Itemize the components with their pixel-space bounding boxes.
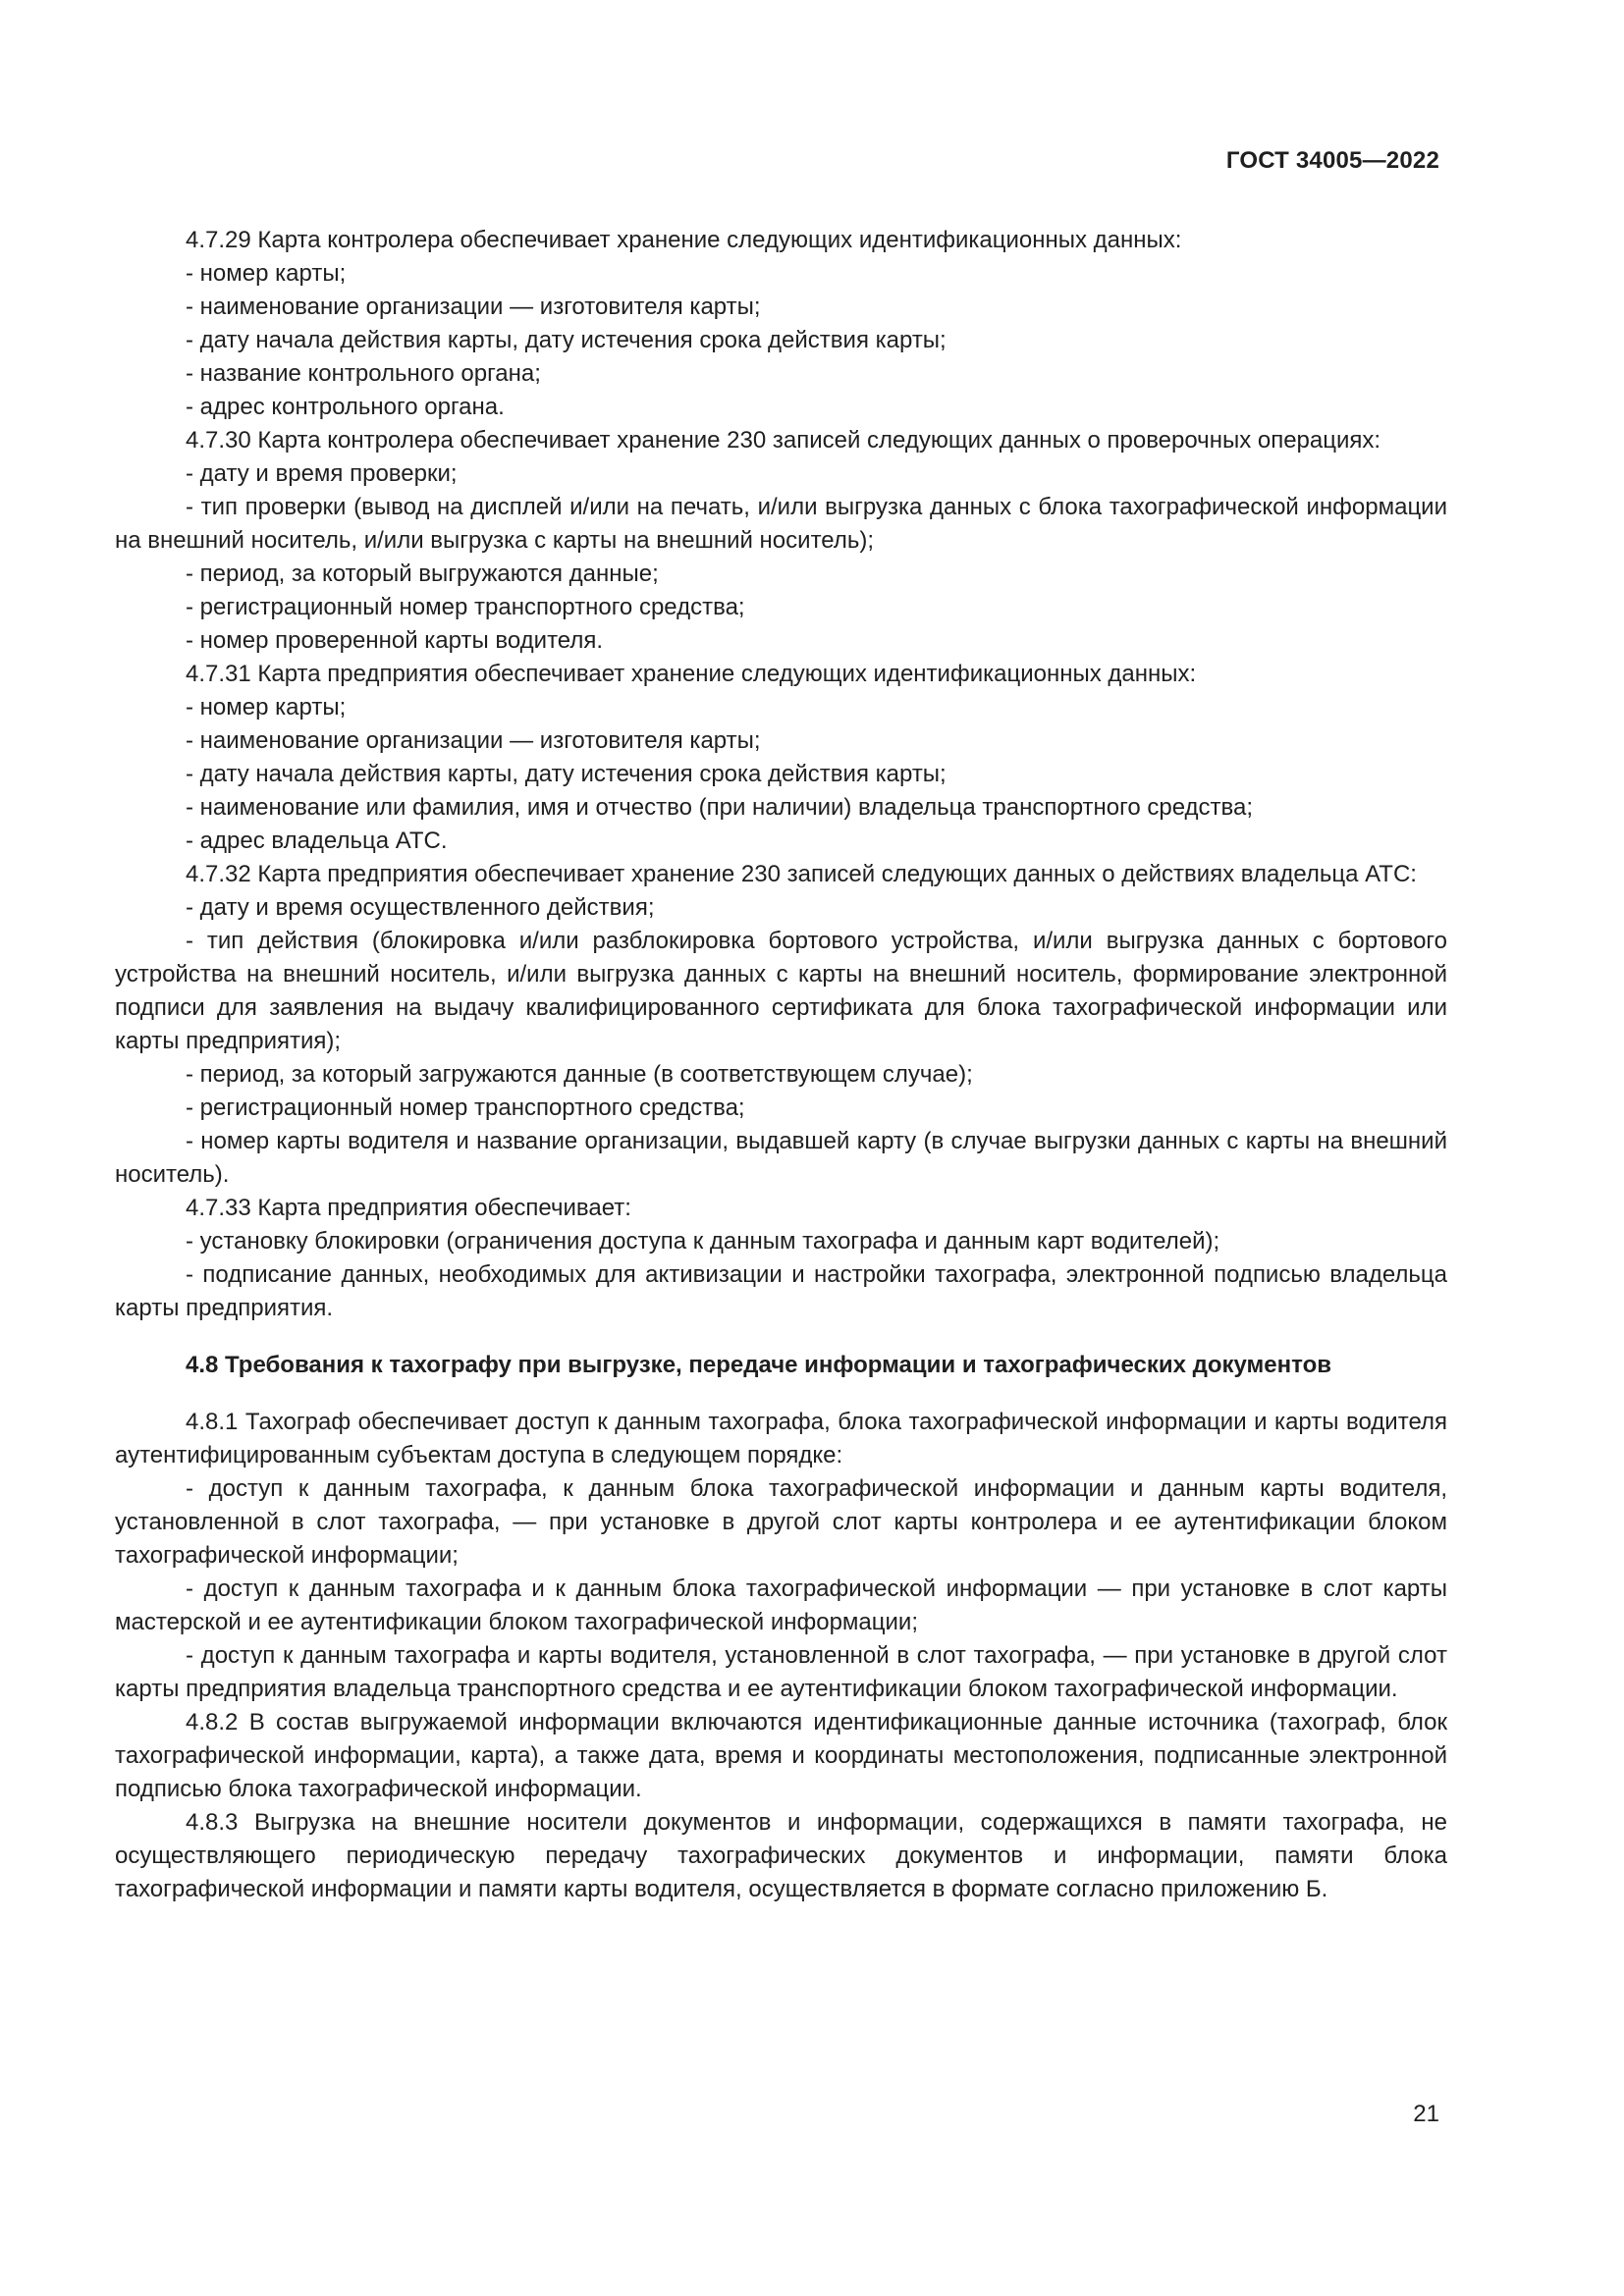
list-item: - название контрольного органа; [186,360,541,387]
list-item: - период, за который выгружаются данные; [186,561,659,587]
list-item: - адрес владельца АТС. [186,828,448,854]
list-item: - регистрационный номер транспортного средства; [186,594,745,620]
list-item: - регистрационный номер транспортного средства; [186,1095,745,1121]
list-item: - подписание данных, необходимых для активизации и настройки тахографа, электронной подписью владельца карты предприятия. [115,1261,1447,1321]
list-item: - тип проверки (вывод на дисплей и/или на печать, и/или выгрузка данных с блока тахографической информации на внешний носитель, и/или выгрузка с карты на внешний носитель); [115,494,1447,554]
document-header: ГОСТ 34005—2022 [1225,147,1439,174]
paragraph: 4.8.2 В состав выгружаемой информации включаются идентификационные данные источника (тахограф, блок тахографической информации, карта), а также дата, время и координаты местоположения, подписанные электронной подписью блока тахографической информации. [115,1709,1447,1802]
list-item: - номер проверенной карты водителя. [186,627,604,654]
list-item: - дату и время осуществленного действия; [186,894,655,921]
paragraph: 4.7.33 Карта предприятия обеспечивает: [186,1195,631,1221]
paragraph: 4.7.29 Карта контролера обеспечивает хранение следующих идентификационных данных: [186,227,1182,253]
list-item: - наименование или фамилия, имя и отчество (при наличии) владельца транспортного средства; [186,794,1254,821]
list-item: - номер карты водителя и название организации, выдавшей карту (в случае выгрузки данных с карты на внешний носитель). [115,1128,1447,1188]
list-item: - период, за который загружаются данные (в соответствующем случае); [186,1061,973,1088]
list-item: - дату начала действия карты, дату истечения срока действия карты; [186,327,947,353]
list-item: - дату и время проверки; [186,460,458,487]
page-number: 21 [1413,2101,1439,2127]
list-item: - установку блокировки (ограничения доступа к данным тахографа и данным карт водителей); [186,1228,1220,1255]
list-item: - наименование организации — изготовителя карты; [186,294,761,320]
list-item: - доступ к данным тахографа, к данным блока тахографической информации и данным карты водителя, установленной в слот тахографа, — при установке в другой слот карты контролера и ее аутентификации блоком тахографической информации; [115,1475,1447,1569]
paragraphs-part-b [115,1406,1447,1906]
list-item: - доступ к данным тахографа и к данным блока тахографической информации — при установке в слот карты мастерской и ее аутентификации блоком тахографической информации; [115,1575,1447,1635]
list-item: - дату начала действия карты, дату истечения срока действия карты; [186,761,947,787]
list-item: - адрес контрольного органа. [186,394,505,420]
list-item: - номер карты; [186,260,347,287]
paragraphs-part-a [115,224,1447,1325]
paragraph: 4.8.3 Выгрузка на внешние носители документов и информации, содержащихся в памяти тахографа, не осуществляющего периодическую передачу тахографических документов и информации, памяти блока тахографической информации и памяти карты водителя, осуществляется в формате согласно приложению Б. [115,1809,1447,1902]
list-item: - номер карты; [186,694,347,721]
paragraph: 4.7.32 Карта предприятия обеспечивает хранение 230 записей следующих данных о действиях владельца АТС: [186,861,1417,887]
document-body [115,224,1447,1906]
paragraph: 4.8.1 Тахограф обеспечивает доступ к данным тахографа, блока тахографической информации и карты водителя аутентифицированным субъектам доступа в следующем порядке: [115,1409,1447,1468]
section-heading: 4.8 Требования к тахографу при выгрузке, передаче информации и тахографических документов [186,1352,1331,1378]
list-item: - тип действия (блокировка и/или разблокировка бортового устройства, и/или выгрузка данных с бортового устройства на внешний носитель, и/или выгрузка данных с карты на внешний носитель, формирование электронной подписи для заявления на выдачу квалифицированного сертификата для блока тахографической информации или карты предприятия); [115,928,1447,1054]
list-item: - наименование организации — изготовителя карты; [186,727,761,754]
list-item: - доступ к данным тахографа и карты водителя, установленной в слот тахографа, — при установке в другой слот карты предприятия владельца транспортного средства и ее аутентификации блоком тахографической информации. [115,1642,1447,1702]
paragraph: 4.7.31 Карта предприятия обеспечивает хранение следующих идентификационных данных: [186,661,1197,687]
paragraph: 4.7.30 Карта контролера обеспечивает хранение 230 записей следующих данных о проверочных операциях: [186,427,1381,454]
